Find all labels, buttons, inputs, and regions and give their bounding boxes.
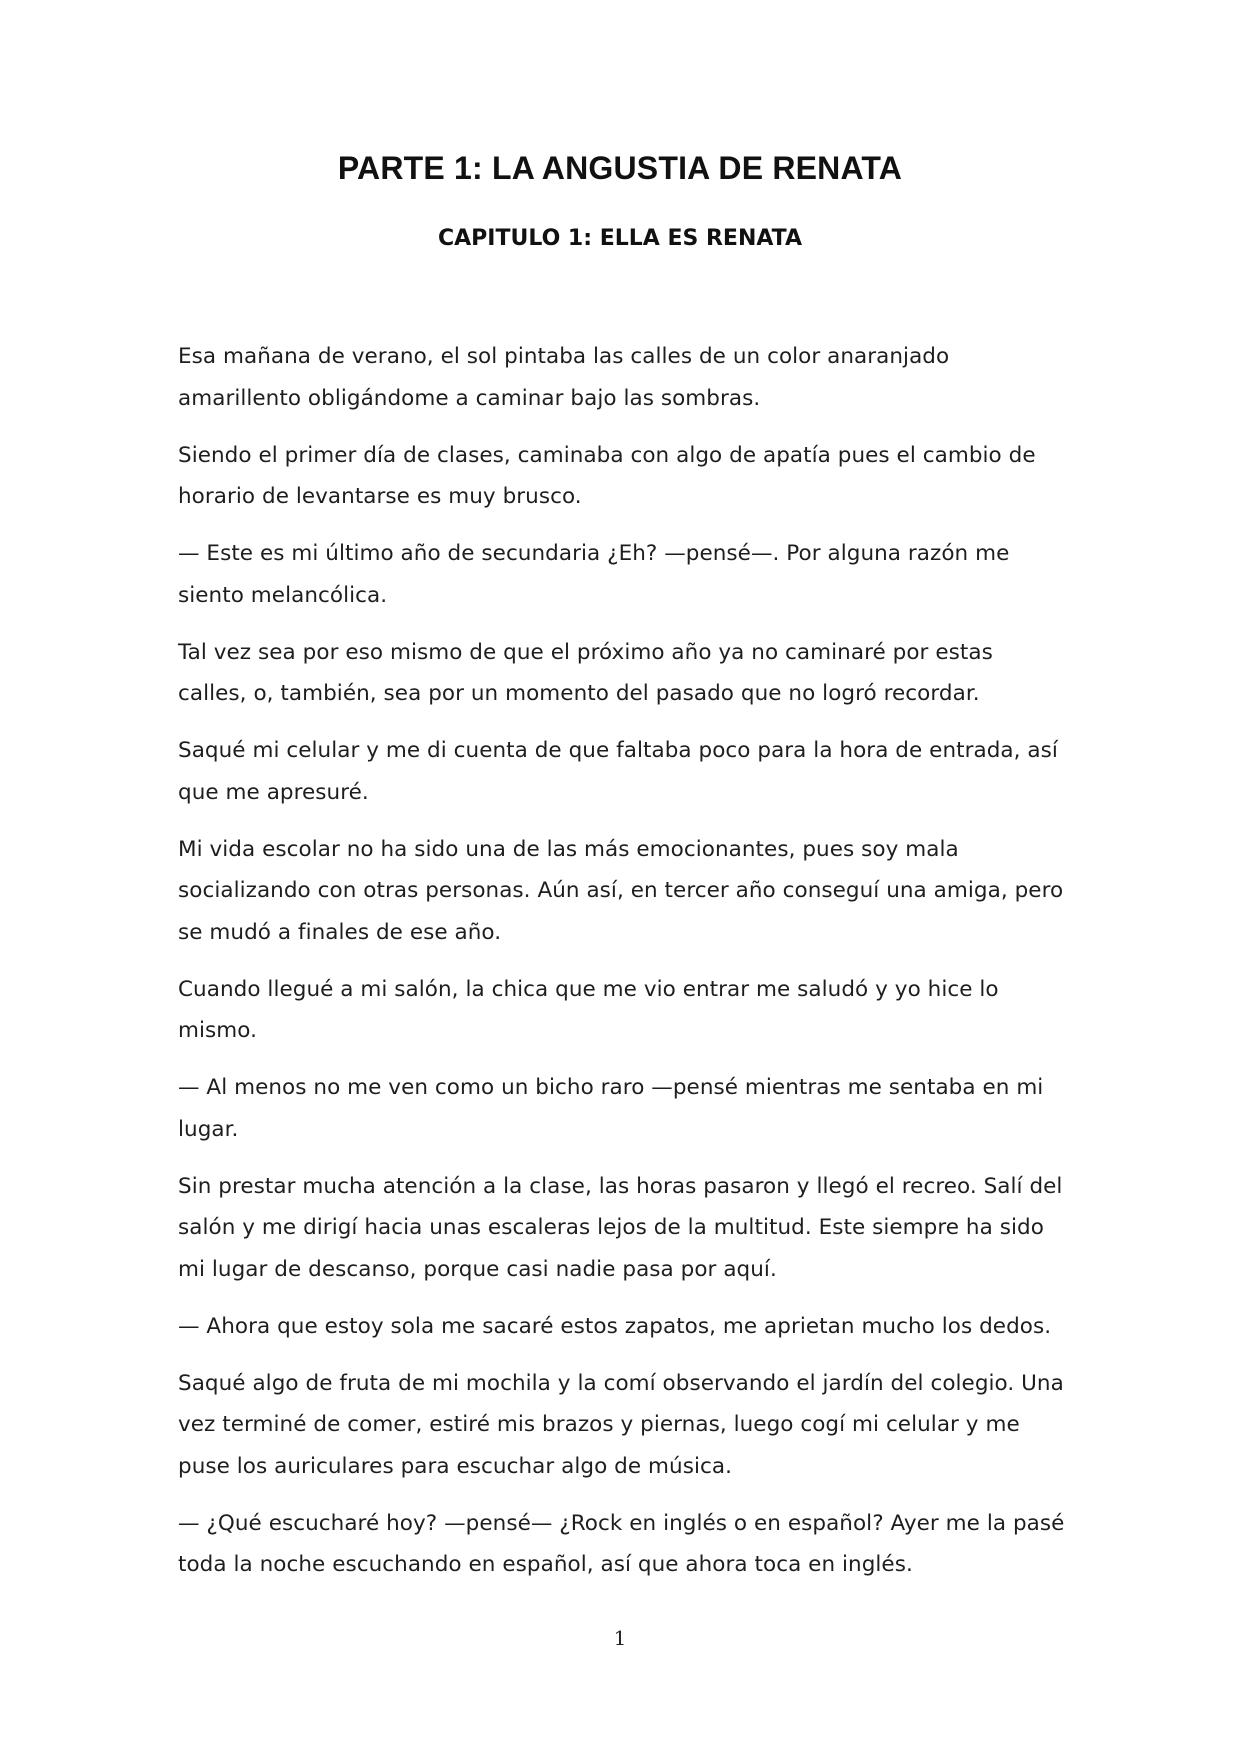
paragraph: — Ahora que estoy sola me sacaré estos zapatos, me aprietan mucho los dedos. — [178, 1313, 1052, 1339]
paragraph: — ¿Qué escucharé hoy? —pensé— ¿Rock en inglés o en español? Ayer me la pasé toda la noche escuchando en español, así que ahora toca en inglés. — [178, 1510, 1065, 1577]
paragraph: Esa mañana de verano, el sol pintaba las calles de un color anaranjado amarillento obligándome a caminar bajo las sombras. — [178, 344, 950, 411]
paragraph: — Este es mi último año de secundaria ¿Eh? —pensé—. Por alguna razón me siento melancólica. — [178, 541, 1010, 608]
body-text — [178, 336, 1068, 1601]
part-title: PARTE 1: LA ANGUSTIA DE RENATA — [337, 150, 903, 186]
page-number: 1 — [613, 1626, 627, 1650]
chapter-title: CAPITULO 1: ELLA ES RENATA — [437, 226, 803, 251]
paragraph: Mi vida escolar no ha sido una de las más emocionantes, pues soy mala socializando con otras personas. Aún así, en tercer año conseguí una amiga, pero se mudó a finales de ese año. — [178, 836, 1064, 945]
paragraph: Tal vez sea por eso mismo de que el próximo año ya no caminaré por estas calles, o, también, sea por un momento del pasado que no logró recordar. — [178, 639, 993, 706]
paragraph: Cuando llegué a mi salón, la chica que me vio entrar me saludó y yo hice lo mismo. — [178, 976, 999, 1043]
paragraph: Saqué algo de fruta de mi mochila y la comí observando el jardín del colegio. Una vez terminé de comer, estiré mis brazos y piernas, luego cogí mi celular y me puse los auriculares para escuchar algo de música. — [178, 1370, 1064, 1479]
paragraph: Saqué mi celular y me di cuenta de que faltaba poco para la hora de entrada, así que me apresuré. — [178, 738, 1058, 805]
paragraph: Siendo el primer día de clases, caminaba con algo de apatía pues el cambio de horario de levantarse es muy brusco. — [178, 442, 1036, 509]
paragraph: Sin prestar mucha atención a la clase, las horas pasaron y llegó el recreo. Salí del salón y me dirigí hacia unas escaleras lejos de la multitud. Este siempre ha sido mi lugar de descanso, porque casi nadie pasa por aquí. — [178, 1173, 1063, 1282]
paragraph: — Al menos no me ven como un bicho raro —pensé mientras me sentaba en mi lugar. — [178, 1075, 1044, 1142]
